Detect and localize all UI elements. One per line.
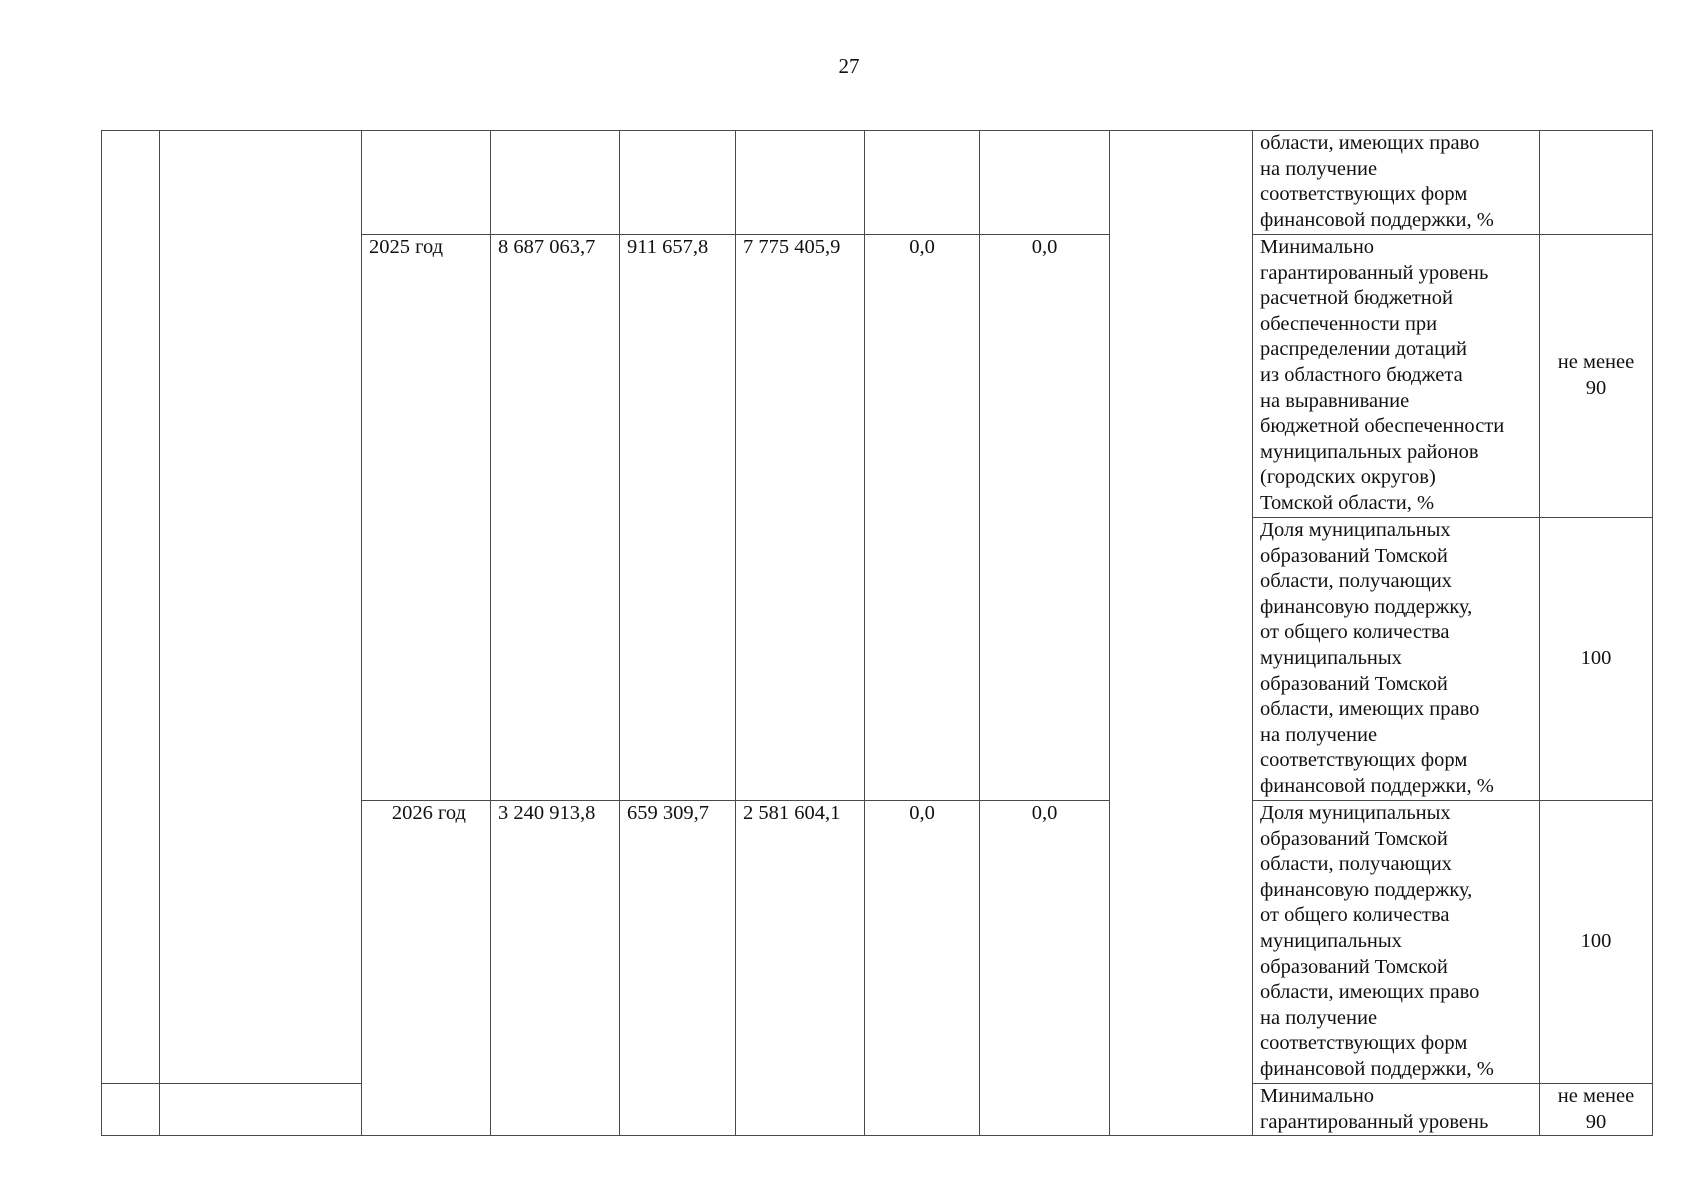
budget-indicators-table	[101, 130, 1653, 1136]
indicator-value	[1540, 235, 1653, 518]
cell-col3: 2 581 604,1	[736, 801, 865, 1136]
cell-col2	[620, 131, 736, 235]
indicator-value-line: не менее	[1557, 351, 1635, 374]
indicator-line: гарантированный уровень	[1260, 261, 1489, 284]
cell-col4: 0,0	[865, 235, 980, 801]
cell-year: 2025 год	[362, 235, 491, 801]
cell-col3	[736, 131, 865, 235]
cell-year	[362, 131, 491, 235]
indicator-cell	[1253, 131, 1540, 235]
indicator-line: муниципальных	[1260, 929, 1402, 952]
indicator-line: соответствующих форм	[1260, 1032, 1468, 1055]
indicator-line: области, имеющих право	[1260, 698, 1480, 721]
indicator-line: (городских округов)	[1260, 466, 1436, 489]
indicator-line: образований Томской	[1260, 544, 1448, 567]
indicator-line: на получение	[1260, 1006, 1378, 1029]
indicator-line: образований Томской	[1260, 672, 1448, 695]
indicator-value-line: 100	[1580, 930, 1612, 953]
cell-col4	[865, 131, 980, 235]
cell-executor	[1110, 131, 1253, 1136]
cell-col4: 0,0	[865, 801, 980, 1136]
indicator-line: соответствующих форм	[1260, 183, 1468, 206]
cell-number	[102, 131, 160, 1084]
indicator-line: области, получающих	[1260, 853, 1452, 876]
cell-col2: 911 657,8	[620, 235, 736, 801]
cell-col5: 0,0	[980, 235, 1110, 801]
indicator-line: области, получающих	[1260, 570, 1452, 593]
indicator-cell	[1253, 235, 1540, 518]
indicator-line: образований Томской	[1260, 827, 1448, 850]
cell-col5: 0,0	[980, 801, 1110, 1136]
indicator-line: на получение	[1260, 157, 1378, 180]
indicator-line: на получение	[1260, 723, 1378, 746]
indicator-line: Доля муниципальных	[1260, 802, 1451, 824]
cell-total	[491, 131, 620, 235]
indicator-line: бюджетной обеспеченности	[1260, 415, 1505, 438]
indicator-line: Доля муниципальных	[1260, 519, 1451, 541]
indicator-value	[1540, 801, 1653, 1084]
indicator-value	[1540, 518, 1653, 801]
indicator-line: финансовую поддержку,	[1260, 878, 1473, 901]
cell-year: 2026 год	[362, 801, 491, 1136]
cell-total: 8 687 063,7	[491, 235, 620, 801]
indicator-line: расчетной бюджетной	[1260, 287, 1453, 310]
indicator-line: Томской области, %	[1260, 491, 1435, 514]
cell-name	[160, 131, 362, 1084]
indicator-cell	[1253, 801, 1540, 1084]
indicator-line: Минимально	[1260, 236, 1375, 258]
indicator-line: из областного бюджета	[1260, 363, 1463, 386]
indicator-line: финансовой поддержки, %	[1260, 774, 1494, 797]
indicator-value-line: 100	[1580, 647, 1612, 670]
indicator-line: финансовую поддержку,	[1260, 595, 1473, 618]
cell-col5	[980, 131, 1110, 235]
indicator-line: от общего количества	[1260, 621, 1450, 644]
indicator-value-line: не менее	[1557, 1085, 1635, 1107]
indicator-line: области, имеющих право	[1260, 981, 1480, 1004]
indicator-cell	[1253, 518, 1540, 801]
indicator-line: образований Томской	[1260, 955, 1448, 978]
indicator-line: от общего количества	[1260, 904, 1450, 927]
indicator-line: распределении дотаций	[1260, 338, 1468, 361]
cell-col2: 659 309,7	[620, 801, 736, 1136]
cell-col3: 7 775 405,9	[736, 235, 865, 801]
cell-name	[160, 1084, 362, 1136]
indicator-line: на выравнивание	[1260, 389, 1410, 412]
indicator-line: муниципальных районов	[1260, 440, 1479, 463]
indicator-line: обеспеченности при	[1260, 312, 1438, 335]
indicator-value	[1540, 131, 1653, 235]
indicator-line: финансовой поддержки, %	[1260, 1057, 1494, 1080]
indicator-cell	[1253, 1084, 1540, 1136]
indicator-line: муниципальных	[1260, 646, 1402, 669]
indicator-value-line: 90	[1585, 377, 1607, 399]
page-number: 27	[838, 54, 860, 78]
cell-number	[102, 1084, 160, 1136]
indicator-line: области, имеющих право	[1260, 132, 1480, 154]
indicator-value-line: 90	[1585, 1110, 1607, 1133]
indicator-value	[1540, 1084, 1653, 1136]
indicator-line: гарантированный уровень	[1260, 1110, 1489, 1133]
indicator-line: финансовой поддержки, %	[1260, 208, 1494, 231]
indicator-line: соответствующих форм	[1260, 749, 1468, 772]
table-row-continuation	[102, 131, 1653, 235]
indicator-line: Минимально	[1260, 1085, 1375, 1107]
cell-total: 3 240 913,8	[491, 801, 620, 1136]
